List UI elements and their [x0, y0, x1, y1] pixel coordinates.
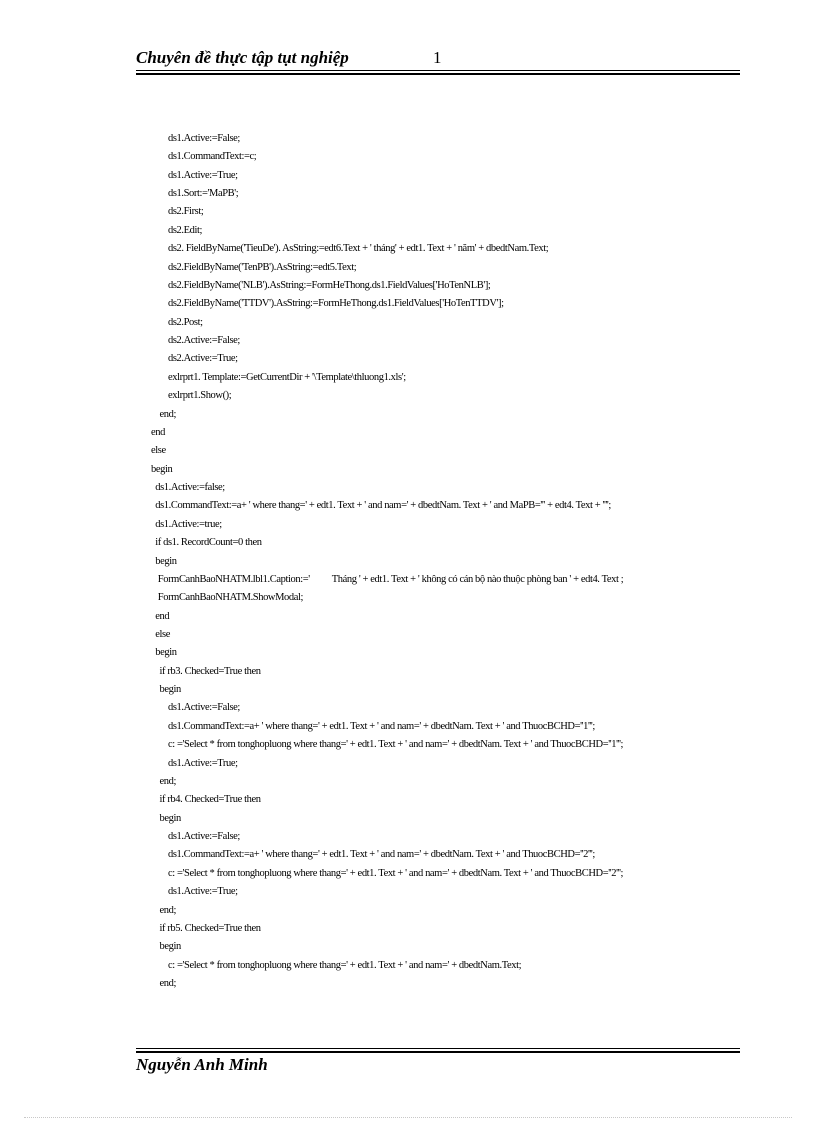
code-line: ds2. FieldByName('TieuDe'). AsString:=edt6.Text + ' tháng' + edt1. Text + ' năm' + dbedtNam.Text; [168, 243, 549, 255]
code-line: FormCanhBaoNHATM.lbl1.Caption:=' Tháng ' + edt1. Text + ' không có cán bộ nào thuộc phòng ban ' + edt4. Text ; [157, 573, 624, 585]
code-line: ds2.FieldByName('TenPB').AsString:=edt5.Text; [168, 261, 357, 273]
code-line: end; [159, 775, 176, 787]
footer-rule-bottom [136, 1051, 740, 1053]
page-edge-dotted-line [24, 1117, 792, 1118]
code-line: ds1.Active:=False; [168, 831, 240, 843]
code-line: ds2.Active:=False; [168, 335, 240, 347]
footer-author: Nguyễn Anh Minh [136, 1055, 268, 1074]
header-title: Chuyên đề thực tập tụt nghiệp [136, 48, 349, 67]
code-line: end [155, 610, 170, 622]
code-line: ds1.Active:=False; [168, 133, 240, 144]
page-number: 1 [433, 48, 442, 67]
code-line: ds1.Sort:='MaPB'; [168, 188, 239, 200]
code-line: ds1.CommandText:=a+ ' where thang=' + edt1. Text + ' and nam=' + dbedtNam. Text + ' and ThuocBCHD=''2'''; [168, 849, 595, 861]
code-line: ds1.CommandText:=a+ ' where thang=' + edt1. Text + ' and nam=' + dbedtNam. Text + ' and ThuocBCHD=''1'''; [168, 720, 595, 732]
code-line: ds1.Active:=true; [155, 518, 222, 530]
code-line: ds2.FieldByName('NLB').AsString:=FormHeThong.ds1.FieldValues['HoTenNLB']; [168, 279, 491, 291]
code-line: ds1.Active:=True; [168, 757, 238, 769]
code-line: end; [159, 978, 176, 990]
code-line: begin [155, 555, 177, 567]
code-line: if rb4. Checked=True then [159, 794, 261, 806]
code-line: ds2.First; [168, 206, 204, 218]
code-line: else [155, 628, 170, 640]
code-line: ds2.FieldByName('TTDV').AsString:=FormHeThong.ds1.FieldValues['HoTenTTDV']; [168, 298, 504, 310]
code-line: begin [151, 463, 173, 475]
code-line: ds1.Active:=True; [168, 169, 238, 181]
code-line: ds2.Post; [168, 316, 203, 328]
code-line: ds1.CommandText:=c; [168, 151, 257, 163]
code-line: if ds1. RecordCount=0 then [155, 537, 262, 549]
code-line: end; [159, 408, 176, 420]
code-line: begin [159, 941, 181, 953]
code-line: exlrprt1.Show(); [168, 390, 232, 402]
code-line: c: ='Select * from tonghopluong where thang=' + edt1. Text + ' and nam=' + dbedtNam. Text + ' and ThuocBCHD=''2'''; [168, 867, 624, 879]
code-line: ds1.CommandText:=a+ ' where thang=' + edt1. Text + ' and nam=' + dbedtNam. Text + ' and MaPB=''' + edt4. Text + ''''; [155, 500, 611, 512]
header-rule-bottom [136, 73, 740, 75]
header-rule-top [136, 70, 740, 71]
code-line: else [151, 445, 166, 457]
code-line: begin [155, 647, 177, 659]
code-line: ds1.Active:=false; [155, 482, 225, 494]
code-line: end; [159, 904, 176, 916]
code-line: ds2.Active:=True; [168, 353, 238, 365]
code-line: end [151, 426, 165, 438]
code-line: ds2.Edit; [168, 224, 203, 236]
code-line: ds1.Active:=True; [168, 886, 238, 898]
code-line: FormCanhBaoNHATM.ShowModal; [157, 592, 304, 604]
code-line: exlrprt1. Template:=GetCurrentDir + '\Template\thluong1.xls'; [168, 371, 406, 383]
code-line: c: ='Select * from tonghopluong where thang=' + edt1. Text + ' and nam=' + dbedtNam. Text + ' and ThuocBCHD=''1'''; [168, 739, 624, 751]
code-line: ds1.Active:=False; [168, 702, 240, 714]
code-line: begin [159, 812, 181, 824]
code-line: if rb3. Checked=True then [159, 665, 261, 677]
footer-rule-top [136, 1048, 740, 1049]
code-line: c: ='Select * from tonghopluong where thang=' + edt1. Text + ' and nam=' + dbedtNam.Text; [168, 959, 522, 971]
code-line: if rb5. Checked=True then [159, 922, 261, 934]
code-line: begin [159, 684, 181, 696]
